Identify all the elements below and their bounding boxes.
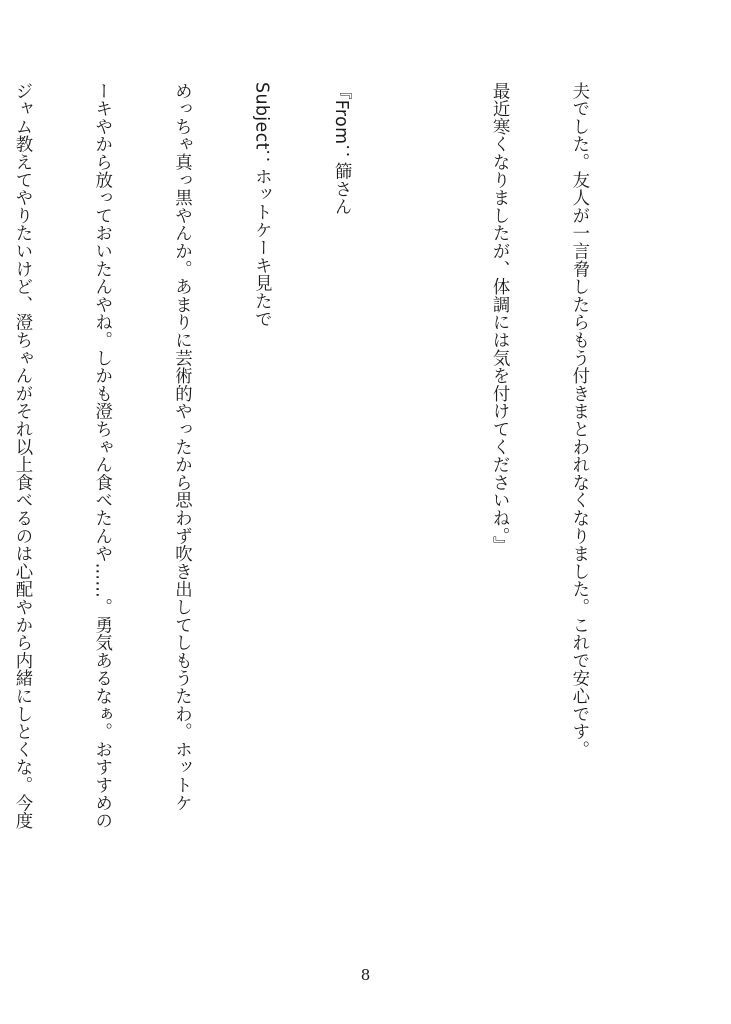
page-number: 8 <box>360 966 371 984</box>
paragraph-gap <box>407 82 432 932</box>
text-line: ジャム教えてやりたいけど、澄ちゃんがそれ以上食べるのは心配やから内緒にしとくな。今度 <box>11 82 32 830</box>
email-subject-line: Subject：ホットケーキ見たで <box>251 82 272 328</box>
text-line: ーキやから放っておいたんやね。しかも澄ちゃん食べたんや……。勇気あるなぁ。おすすめの <box>91 82 112 830</box>
text-line: めっちゃ真っ黒やんか。あまりに芸術的やったから思わず吹き出してしもうたわ。ホットケ <box>171 82 192 812</box>
email-from-line: 『From：篩さん <box>331 82 352 216</box>
vertical-text-body <box>11 82 645 932</box>
text-line: 最近寒くなりましたが、体調には気を付けてくださいね。』 <box>489 82 510 554</box>
text-line: 夫でした。友人が一言脅したらもう付きまとわれなくなりました。これで安心です。 <box>568 82 589 759</box>
